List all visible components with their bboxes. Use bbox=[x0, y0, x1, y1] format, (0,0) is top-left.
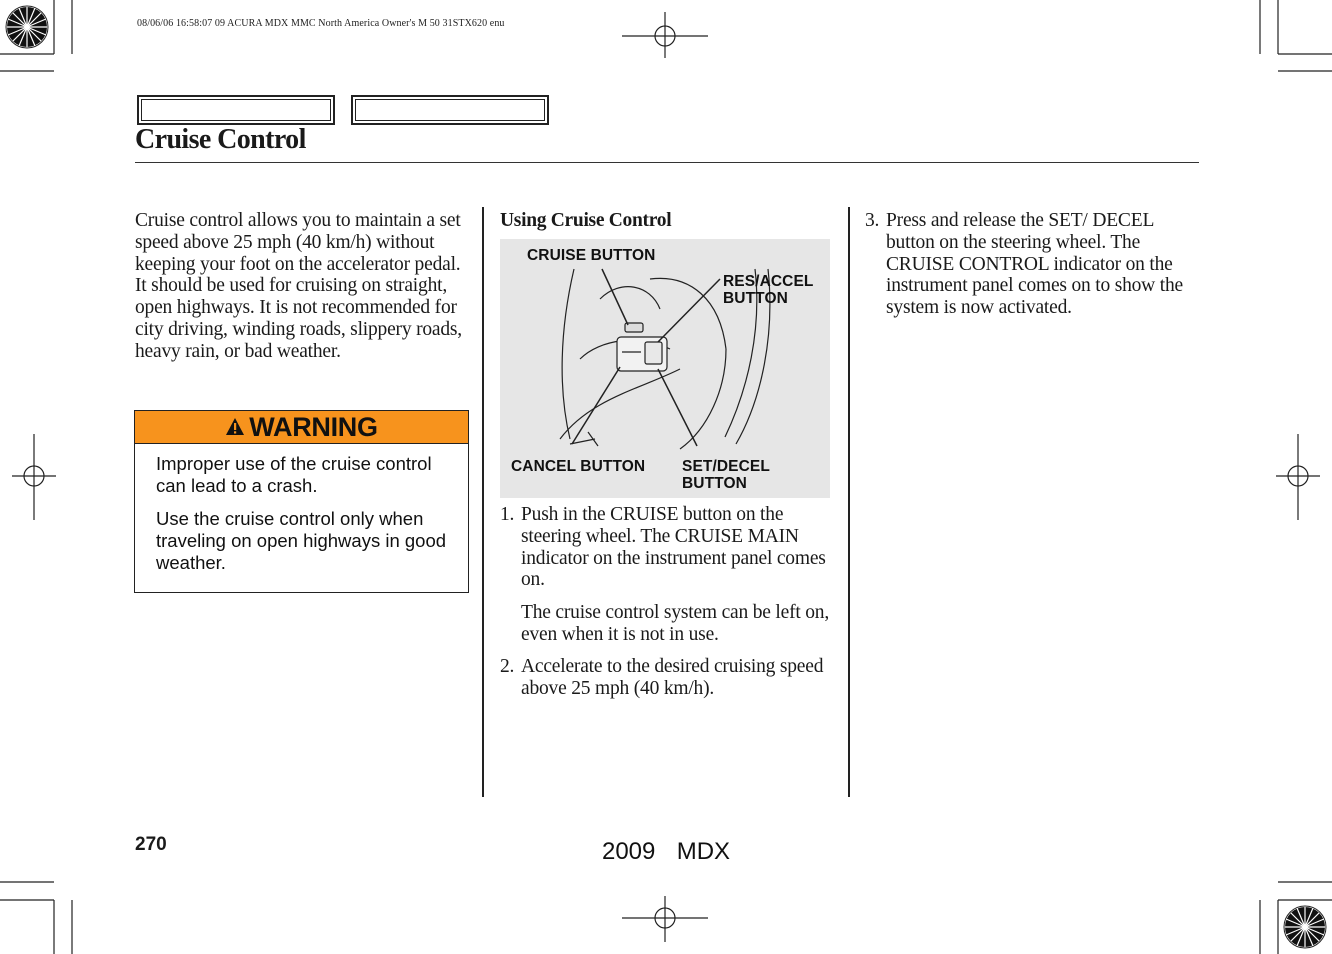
res-accel-label bbox=[723, 273, 813, 307]
cancel-button-label: CANCEL BUTTON bbox=[511, 458, 646, 475]
step-1 bbox=[500, 504, 830, 591]
step-text: Push in the CRUISE button on the steering wheel. The CRUISE MAIN indicator on the instrument panel comes on. bbox=[521, 504, 826, 591]
page-number: 270 bbox=[135, 834, 167, 855]
column-divider-1 bbox=[482, 207, 484, 797]
title-divider bbox=[135, 162, 1199, 163]
intro-paragraph: Cruise control allows you to maintain a set speed above 25 mph (40 km/h) without keeping your foot on the accelerator pedal. It should be used for cruising on straight, open highways. It is not recommended for city driving, winding roads, slippery roads, heavy rain, or bad weather. bbox=[135, 210, 462, 362]
section-tab-blank-2 bbox=[351, 95, 549, 125]
section-heading: Using Cruise Control bbox=[500, 210, 672, 231]
step-number: 1. bbox=[500, 504, 515, 525]
warning-triangle-icon bbox=[225, 417, 245, 437]
warning-paragraph-1: Improper use of the cruise control can lead to a crash. bbox=[156, 453, 432, 496]
step-2 bbox=[500, 656, 830, 700]
set-decel-label-line-1: SET/DECEL bbox=[682, 458, 770, 475]
warning-header bbox=[135, 411, 468, 444]
page-title: Cruise Control bbox=[135, 124, 306, 155]
res-accel-label-line-2: BUTTON bbox=[723, 290, 788, 307]
res-accel-label-line-1: RES/ACCEL bbox=[723, 273, 814, 290]
footer-model: 2009 MDX bbox=[601, 838, 731, 865]
column-divider-2 bbox=[848, 207, 850, 797]
warning-body bbox=[135, 444, 468, 574]
set-decel-label-line-2: BUTTON bbox=[682, 475, 747, 492]
step-text: Press and release the SET/ DECEL button on the steering wheel. The CRUISE CONTROL indicator on the instrument panel comes on to show the system is now activated. bbox=[886, 210, 1183, 319]
step-number: 2. bbox=[500, 656, 515, 677]
step-3 bbox=[865, 210, 1185, 319]
step-text: Accelerate to the desired cruising speed above 25 mph (40 km/h). bbox=[521, 656, 824, 699]
warning-label: WARNING bbox=[249, 411, 378, 442]
step-number: 3. bbox=[865, 210, 880, 231]
warning-paragraph-2: Use the cruise control only when traveling on open highways in good weather. bbox=[156, 508, 447, 573]
section-tab-blank-1 bbox=[137, 95, 335, 125]
steering-wheel-diagram bbox=[500, 239, 830, 498]
cruise-button-label: CRUISE BUTTON bbox=[527, 247, 656, 264]
set-decel-label bbox=[682, 458, 770, 492]
warning-box bbox=[134, 410, 469, 593]
step-1-note: The cruise control system can be left on, even when it is not in use. bbox=[521, 602, 830, 645]
print-header: 08/06/06 16:58:07 09 ACURA MDX MMC North America Owner's M 50 31STX620 enu bbox=[137, 18, 505, 29]
